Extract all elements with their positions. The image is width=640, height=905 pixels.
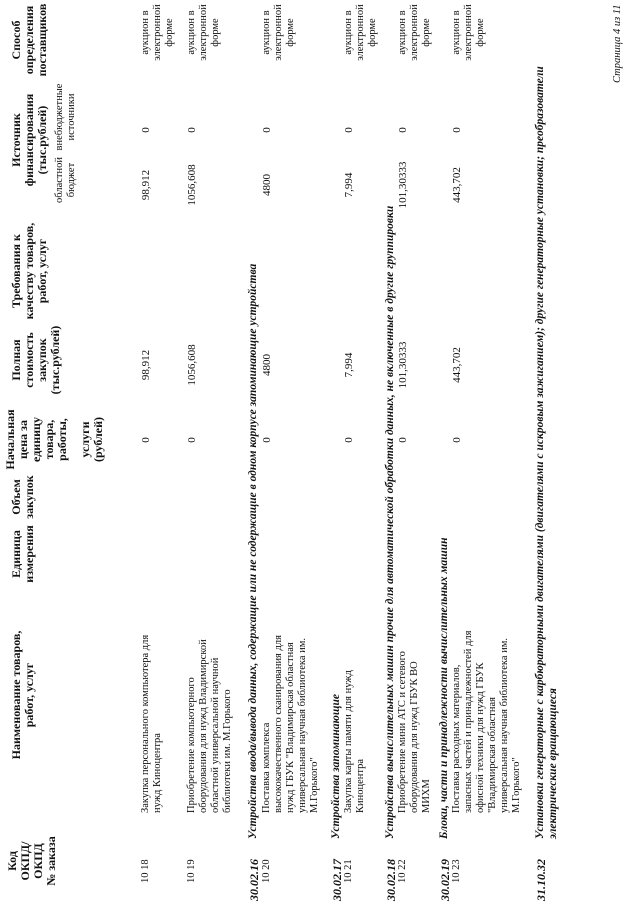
header-volume: Объем закупок — [9, 475, 36, 519]
item-name: Закупка карты памяти для нужд Киноцентра — [343, 670, 366, 813]
header-price: Начальная цена за единицу товара, работы, услуги (рублей) — [3, 409, 105, 470]
extra-budget: 0 — [186, 127, 198, 133]
unit-price: 0 — [186, 437, 198, 443]
regional-budget: 443,702 — [451, 167, 463, 203]
header-method: Способ определения поставщиков — [9, 3, 49, 77]
regional-budget: 101,30333 — [397, 161, 409, 209]
total-cost: 4800 — [261, 354, 273, 376]
regional-budget: 1056,608 — [186, 164, 198, 206]
unit-price: 0 — [261, 437, 273, 443]
item-name: Поставка расходных материалов, запасных частей и принадлежностей для офисной техники для нужд ГБУК "Владимирская областная универсальная научная библиотека им. М.Горького" — [451, 630, 522, 813]
extra-budget: 0 — [397, 127, 409, 133]
procurement-method: аукцион в электронной форме — [140, 4, 175, 61]
header-requirements: Требования к качеству товаров, работ, услуг — [9, 222, 49, 320]
unit-price: 0 — [140, 437, 152, 443]
section-title: Установки генераторные с карбюраторными двигателями (двигателями с искровым зажиганием); другие генераторные установки; преобразователи электрические вращающиеся — [534, 66, 559, 839]
extra-budget: 0 — [451, 127, 463, 133]
extra-budget: 0 — [343, 127, 355, 133]
section-code: 30.02.18 — [384, 859, 398, 901]
section-title: Устройства запоминающие — [330, 694, 342, 839]
item-name: Приобретение компьютерного оборудования для нужд Владимирской областной универсальной научной библиотеки им. М.Горького — [186, 639, 233, 813]
section-code: 31.10.32 — [534, 859, 548, 901]
header-source-regional: областной бюджет — [54, 157, 77, 203]
order-number: 10 23 — [451, 859, 462, 883]
extra-budget: 0 — [261, 127, 273, 133]
section-title: Блоки, части и принадлежности вычислительных машин — [438, 537, 450, 839]
regional-budget: 4800 — [261, 174, 273, 196]
header-code: Код ОКПД/ ОКПД № заказа — [5, 836, 58, 886]
header-name: Наименование товаров, работ, услуг — [9, 630, 36, 760]
section-code: 30.02.19 — [438, 859, 452, 901]
regional-budget: 7,994 — [343, 172, 355, 198]
header-cost: Полная стоимость закупок (тыс.рублей) — [9, 325, 62, 395]
item-name: Приобретение мини АТС и сетевого оборудования для нужд ГБУК ВО МИХМ — [397, 651, 432, 813]
total-cost: 443,702 — [451, 347, 463, 383]
section-title: Устройства ввода/вывода данных, содержащие или не содержащие в одном корпусе запоминающие устройства — [247, 263, 259, 839]
page-number: Страница 4 из 11 — [612, 4, 623, 83]
order-number: 10 21 — [343, 859, 354, 883]
total-cost: 98,912 — [140, 349, 152, 381]
unit-price: 0 — [343, 437, 355, 443]
procurement-method: аукцион в электронной форме — [343, 4, 378, 61]
order-number: 10 19 — [186, 859, 197, 883]
item-name: Закупка персонального компьютера для нужд Киноцентра — [140, 634, 163, 813]
order-number: 10 22 — [397, 859, 408, 883]
total-cost: 1056,608 — [186, 344, 198, 386]
total-cost: 7,994 — [343, 352, 355, 378]
procurement-method: аукцион в электронной форме — [186, 4, 221, 61]
unit-price: 0 — [397, 437, 409, 443]
regional-budget: 98,912 — [140, 169, 152, 201]
item-name: Поставка комплекса высококачественного сканирования для нужд ГБУК "Владимирская областная универсальная научная библиотека им. М.Горького" — [261, 635, 320, 813]
procurement-method: аукцион в электронной форме — [397, 4, 432, 61]
procurement-method: аукцион в электронной форме — [261, 4, 296, 61]
header-source: Источник финансирования (тыс.рублей) — [9, 93, 49, 187]
order-number: 10 18 — [140, 859, 151, 883]
total-cost: 101,30333 — [397, 341, 409, 389]
header-unit: Единица измерения — [9, 525, 36, 583]
header-source-extrabudget: внебюджетные источники — [54, 83, 77, 151]
section-code: 30.02.16 — [247, 859, 261, 901]
procurement-method: аукцион в электронной форме — [451, 4, 486, 61]
extra-budget: 0 — [140, 127, 152, 133]
section-title: Устройства вычислительных машин прочие для автоматической обработки данных, не включенные в другие группировки — [384, 205, 396, 839]
section-code: 30.02.17 — [330, 859, 344, 901]
unit-price: 0 — [451, 437, 463, 443]
order-number: 10 20 — [261, 859, 272, 883]
